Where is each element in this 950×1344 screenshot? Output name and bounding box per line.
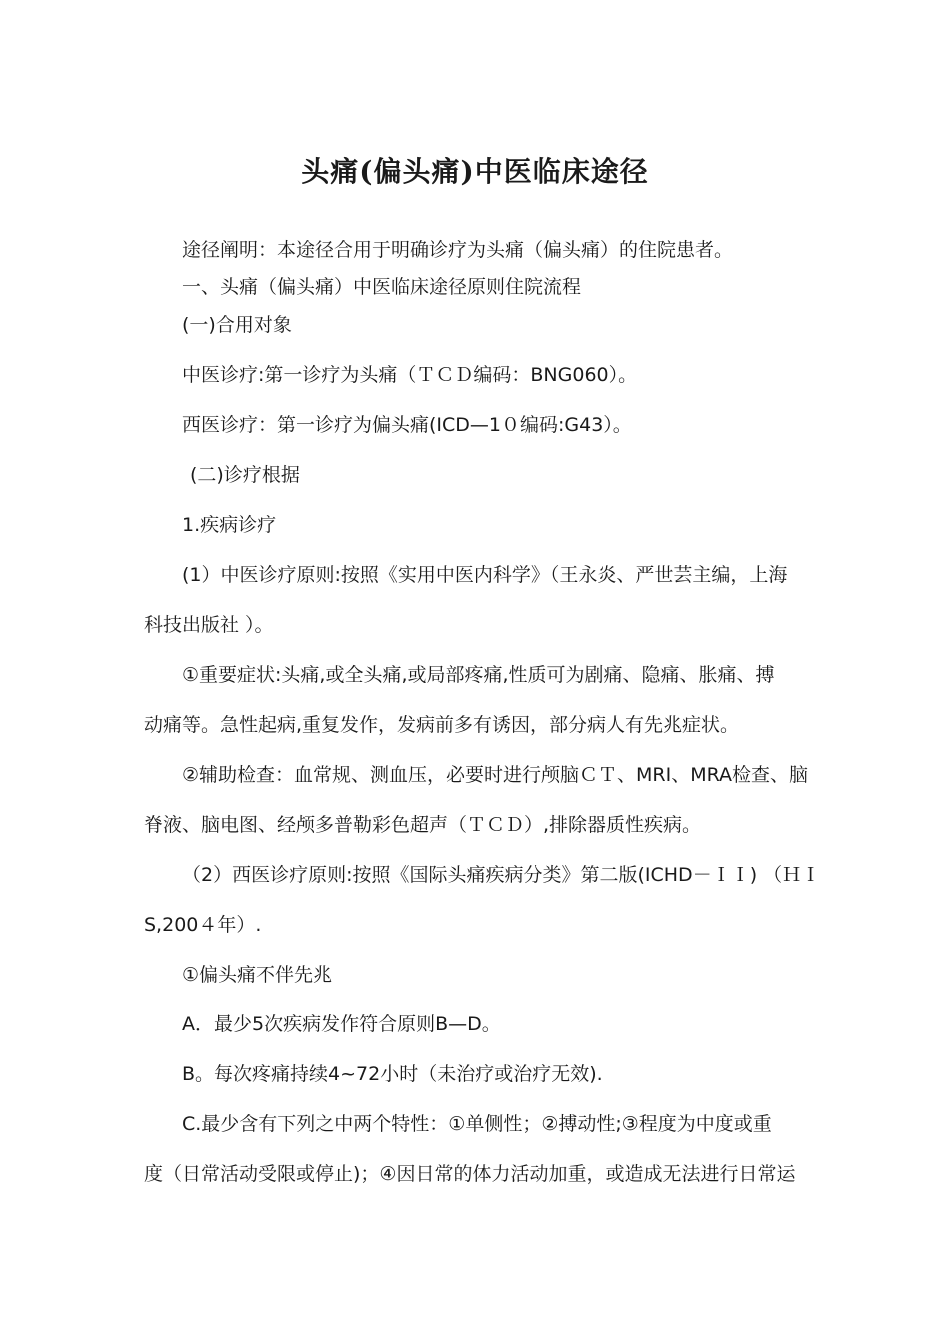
paragraph-line: ①重要症状:头痛,或全头痛,或局部疼痛,性质可为剧痛、隐痛、胀痛、搏: [182, 664, 775, 686]
item-heading: 1.疾病诊疗: [182, 514, 277, 536]
paragraph-line: （2）西医诊疗原则:按照《国际头痛疾病分类》第二版(ICHD－ＩＩ) （ＨＩ: [182, 864, 821, 886]
item-heading: ①偏头痛不伴先兆: [182, 964, 333, 986]
document-title: 头痛(偏头痛)中医临床途径: [301, 155, 649, 188]
paragraph-line: 度（日常活动受限或停止)；④因日常的体力活动加重，或造成无法进行日常运: [144, 1163, 796, 1185]
paragraph-line: B。每次疼痛持续4~72小时（未治疗或治疗无效).: [182, 1063, 603, 1085]
paragraph-line: 动痛等。急性起病,重复发作，发病前多有诱因，部分病人有先兆症状。: [144, 714, 740, 736]
section-heading: 一、头痛（偏头痛）中医临床途径原则住院流程: [182, 276, 582, 298]
tcm-diagnosis-line: 中医诊疗:第一诊疗为头痛（ＴＣＤ编码：BNG060）。: [182, 364, 638, 386]
western-diagnosis-line: 西医诊疗：第一诊疗为偏头痛(ICD—1０编码:G43）。: [182, 414, 632, 436]
paragraph-line: 科技出版社 ）。: [144, 614, 274, 636]
subsection-heading: (一)合用对象: [182, 314, 292, 336]
paragraph-line: A．最少5次疾病发作符合原则B—D。: [182, 1013, 501, 1035]
paragraph-line: S,200４年）.: [144, 914, 262, 936]
paragraph-line: ②辅助检查：血常规、测血压，必要时进行颅脑ＣＴ、MRI、MRA检查、脑: [182, 764, 809, 786]
paragraph-line: (1）中医诊疗原则:按照《实用中医内科学》（王永炎、严世芸主编，上海: [182, 564, 788, 586]
subsection-heading: (二)诊疗根据: [190, 464, 300, 486]
paragraph-line: C.最少含有下列之中两个特性：①单侧性；②搏动性;③程度为中度或重: [182, 1113, 772, 1135]
paragraph-line: 脊液、脑电图、经颅多普勒彩色超声（ＴＣＤ）,排除器质性疾病。: [144, 814, 702, 836]
intro-paragraph: 途径阐明：本途径合用于明确诊疗为头痛（偏头痛）的住院患者。: [182, 239, 734, 261]
